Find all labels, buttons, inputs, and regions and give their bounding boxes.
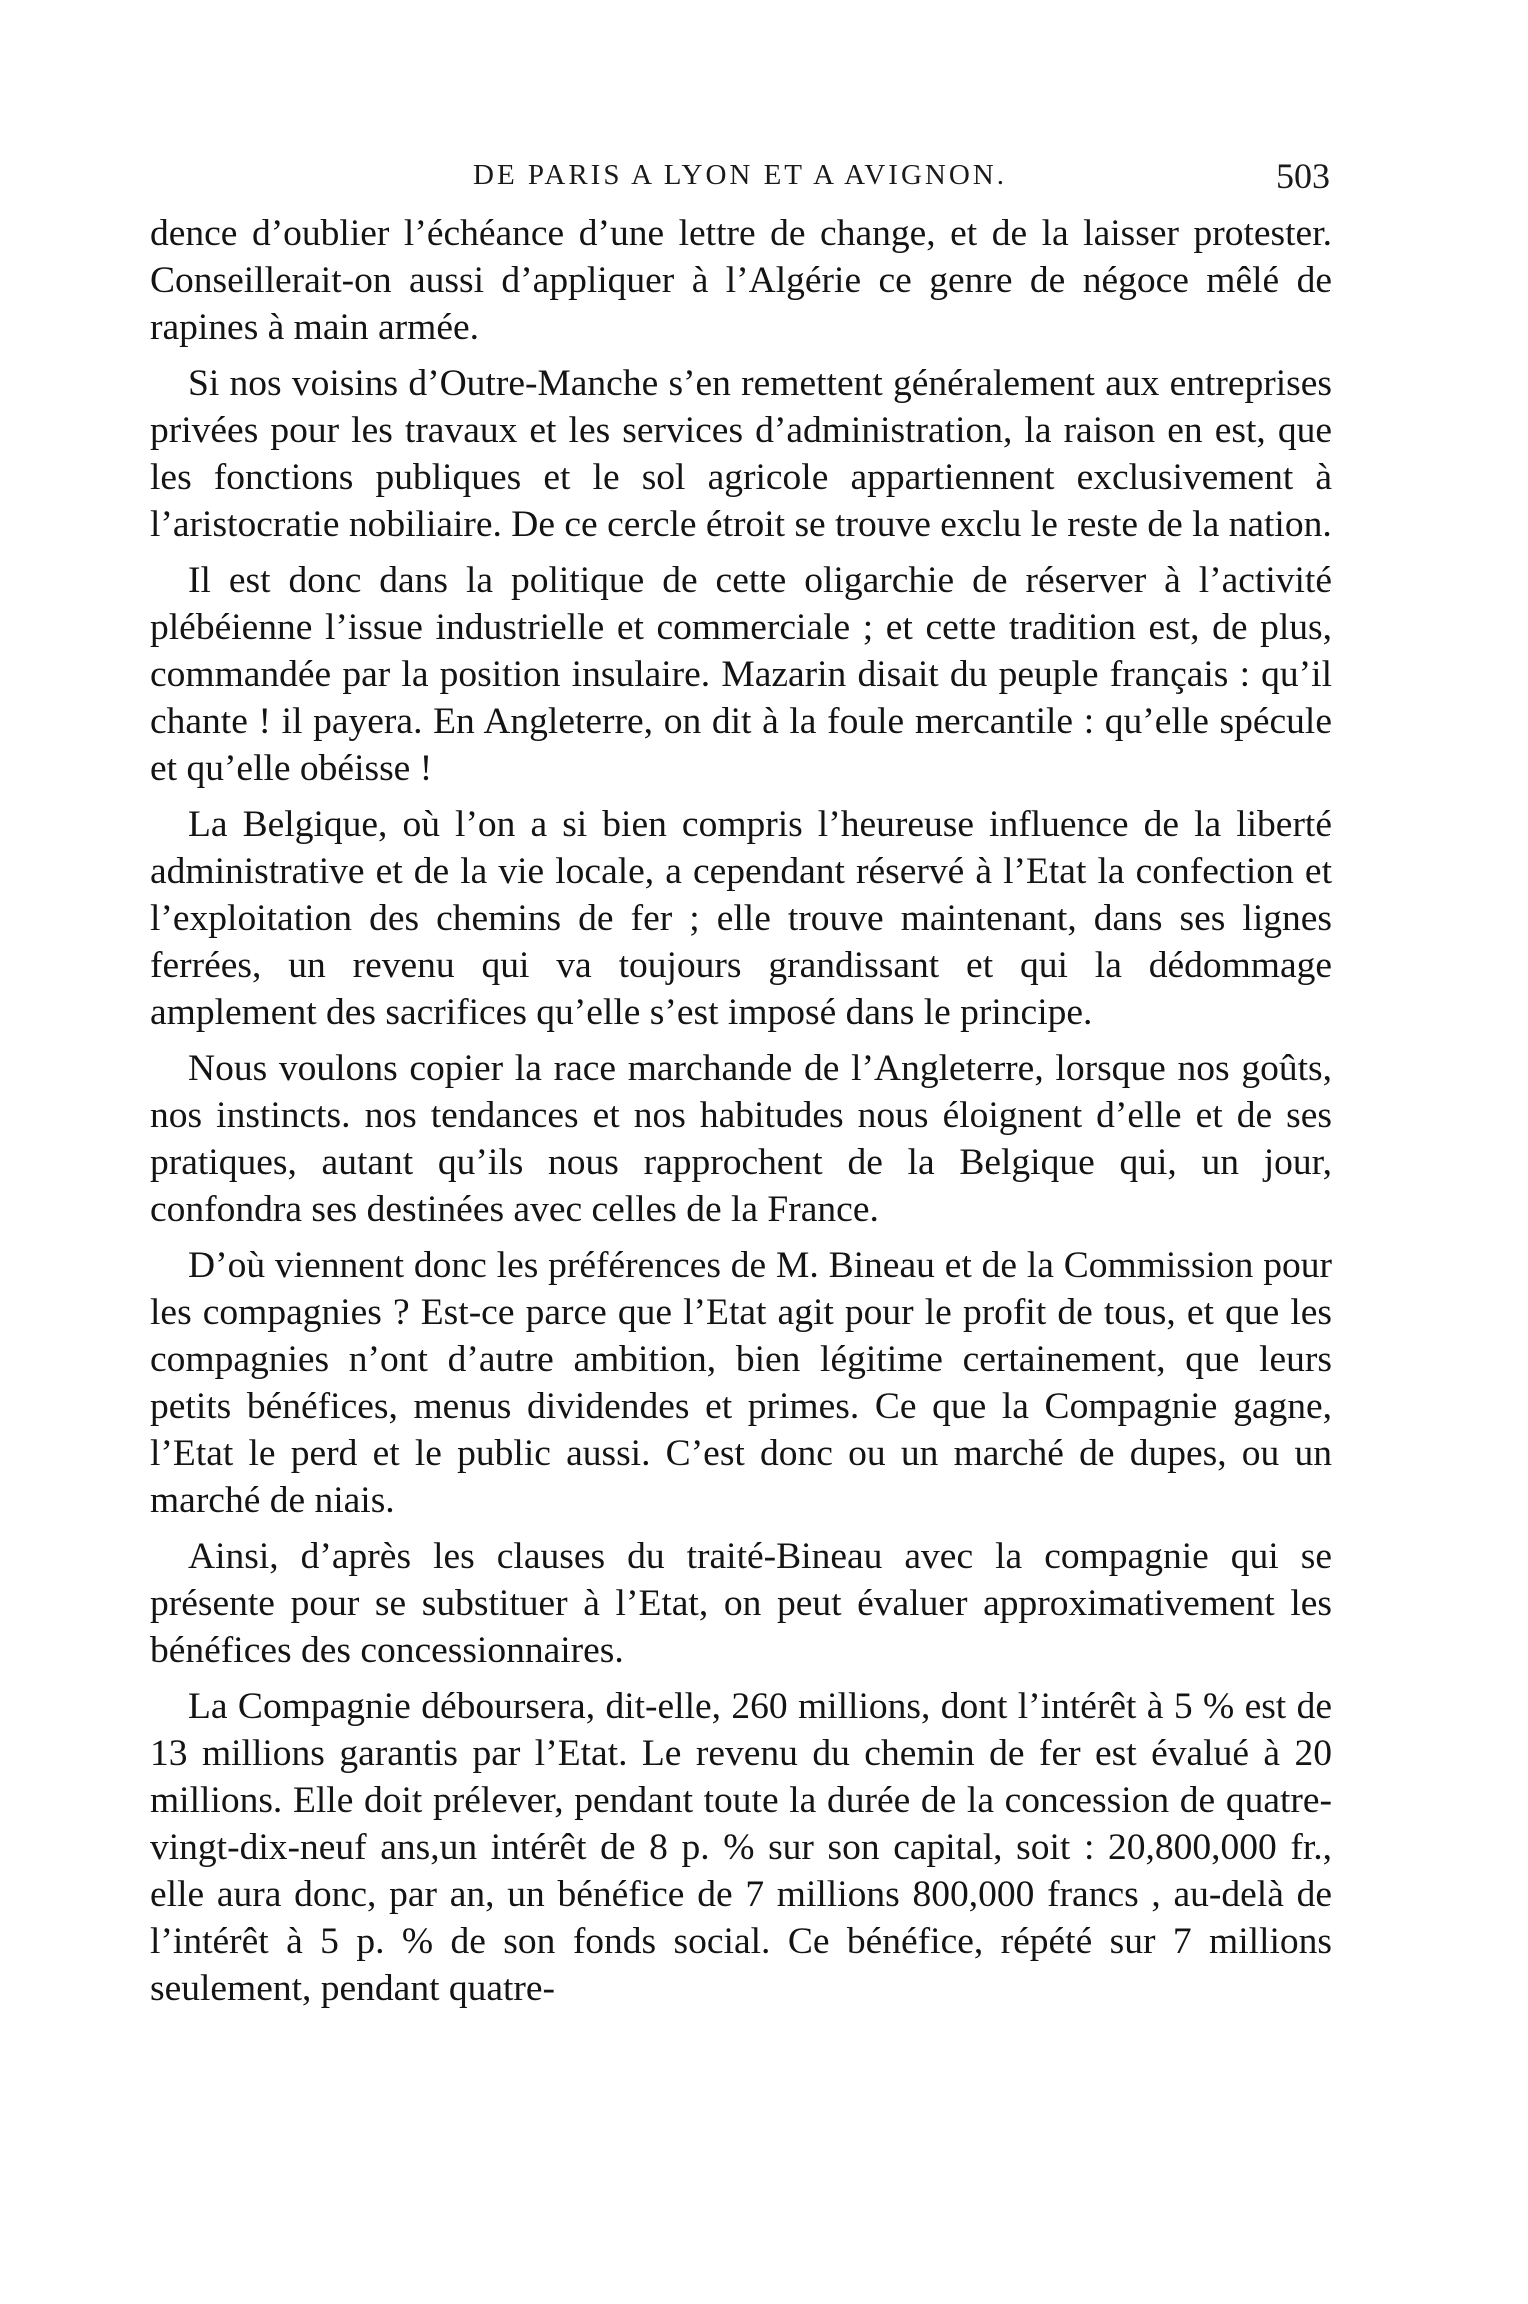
paragraph: La Belgique, où l’on a si bien compris l’heureuse influence de la liberté administrative et de la vie locale, a cependant réservé à l’Etat la confection et l’exploitation des chemins de fer ; elle trouve maintenant, dans ses lignes ferrées, un revenu qui va toujours grandissant et qui la dédommage amplement des sacrifices qu’elle s’est imposé dans le principe. (150, 804, 1332, 1033)
paragraph: Ainsi, d’après les clauses du traité-Bineau avec la compagnie qui se présente pour se substituer à l’Etat, on peut évaluer approximativement les bénéfices des concessionnaires. (150, 1536, 1332, 1671)
page-number: 503 (1276, 156, 1330, 196)
paragraph: dence d’oublier l’échéance d’une lettre de change, et de la laisser protester. Conseillerait-on aussi d’appliquer à l’Algérie ce genre de négoce mêlé de rapines à main armée. (150, 213, 1332, 348)
paragraph: Si nos voisins d’Outre-Manche s’en remettent généralement aux entreprises privées pour les travaux et les services d’administration, la raison en est, que les fonctions publiques et le sol agricole appartiennent exclusivement à l’aristocratie nobiliaire. De ce cercle étroit se trouve exclu le reste de la nation. (150, 363, 1332, 545)
paragraph: La Compagnie déboursera, dit-elle, 260 millions, dont l’intérêt à 5 % est de 13 millions garantis par l’Etat. Le revenu du chemin de fer est évalué à 20 millions. Elle doit prélever, pendant toute la durée de la concession de quatre-vingt-dix-neuf ans,un intérêt de 8 p. % sur son capital, soit : 20,800,000 fr., elle aura donc, par an, un bénéfice de 7 millions 800,000 francs , au-delà de l’intérêt à 5 p. % de son fonds social. Ce bénéfice, répété sur 7 millions seulement, pendant quatre- (150, 1686, 1332, 2009)
running-title: DE PARIS A LYON ET A AVIGNON. (473, 159, 1007, 191)
body-text (150, 210, 1332, 2012)
paragraph: Nous voulons copier la race marchande de l’Angleterre, lorsque nos goûts, nos instincts. nos tendances et nos habitudes nous éloignent d’elle et de ses pratiques, autant qu’ils nous rapprochent de la Belgique qui, un jour, confondra ses destinées avec celles de la France. (150, 1048, 1332, 1230)
running-head (150, 155, 1330, 199)
paragraph: Il est donc dans la politique de cette oligarchie de réserver à l’activité plébéienne l’issue industrielle et commerciale ; et cette tradition est, de plus, commandée par la position insulaire. Mazarin disait du peuple français : qu’il chante ! il payera. En Angleterre, on dit à la foule mercantile : qu’elle spécule et qu’elle obéisse ! (150, 560, 1332, 789)
paragraph: D’où viennent donc les préférences de M. Bineau et de la Commission pour les compagnies ? Est-ce parce que l’Etat agit pour le profit de tous, et que les compagnies n’ont d’autre ambition, bien légitime certainement, que leurs petits bénéfices, menus dividendes et primes. Ce que la Compagnie gagne, l’Etat le perd et le public aussi. C’est donc ou un marché de dupes, ou un marché de niais. (150, 1245, 1332, 1521)
